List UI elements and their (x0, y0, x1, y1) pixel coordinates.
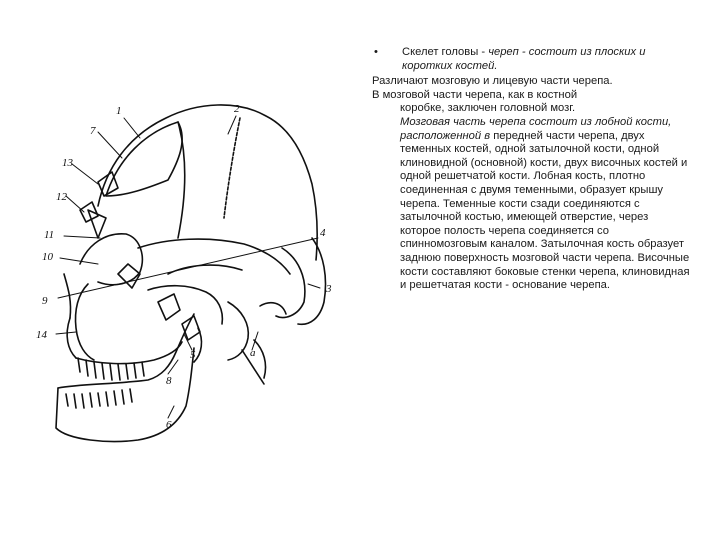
paragraph-2-first: В мозговой части черепа, как в костной (372, 88, 578, 101)
paragraph-2-rest: коробке, заключен головной мозг. (400, 102, 576, 115)
label-6: 6 (166, 419, 172, 431)
bullet-lead-italic: череп - состоит из плоских и коротких костей. (402, 46, 646, 72)
bullet-paragraph (372, 46, 690, 73)
label-12: 12 (56, 191, 67, 203)
label-2: 2 (234, 103, 240, 115)
skull-drawing (28, 88, 348, 470)
paragraph-3-italic: Мозговая часть черепа состоит из лобной кости, расположенной в (400, 115, 672, 142)
label-5: 5 (190, 349, 196, 361)
skull-diagram (28, 88, 348, 470)
label-1: 1 (116, 105, 122, 117)
paragraph-3 (372, 116, 690, 293)
label-10: 10 (42, 251, 53, 263)
bullet-lead: Скелет головы - (402, 46, 489, 58)
bullet-icon: • (374, 46, 378, 58)
label-9: 9 (42, 295, 48, 307)
label-7: 7 (90, 125, 96, 137)
label-11: 11 (44, 229, 55, 241)
label-4: 4 (320, 227, 326, 239)
label-3: 3 (326, 283, 332, 295)
label-8: 8 (166, 375, 172, 387)
paragraph-1: Различают мозговую и лицевую части черепа. (372, 75, 613, 88)
paragraph-3-rest: передней части черепа, двух теменных костей, одной затылочной кости, одной клиновидной (основной) кости, двух височных костей и одной решетчатой кости. Лобная кость, плотно соединенная с двумя теменными, образует крышу черепа. Теменные кости сзади соединяются с затылочной костью, имеющей отверстие, через которое полость черепа соединяется со спинномозговым каналом. Затылочная кость образует заднюю поверхность мозговой части черепа. Височные кости составляют боковые стенки черепа, клиновидная и решетчатая кости - основание черепа. (400, 129, 690, 292)
label-a: a (250, 347, 256, 359)
text-block (372, 46, 690, 293)
label-13: 13 (62, 157, 73, 169)
label-14: 14 (36, 329, 47, 341)
